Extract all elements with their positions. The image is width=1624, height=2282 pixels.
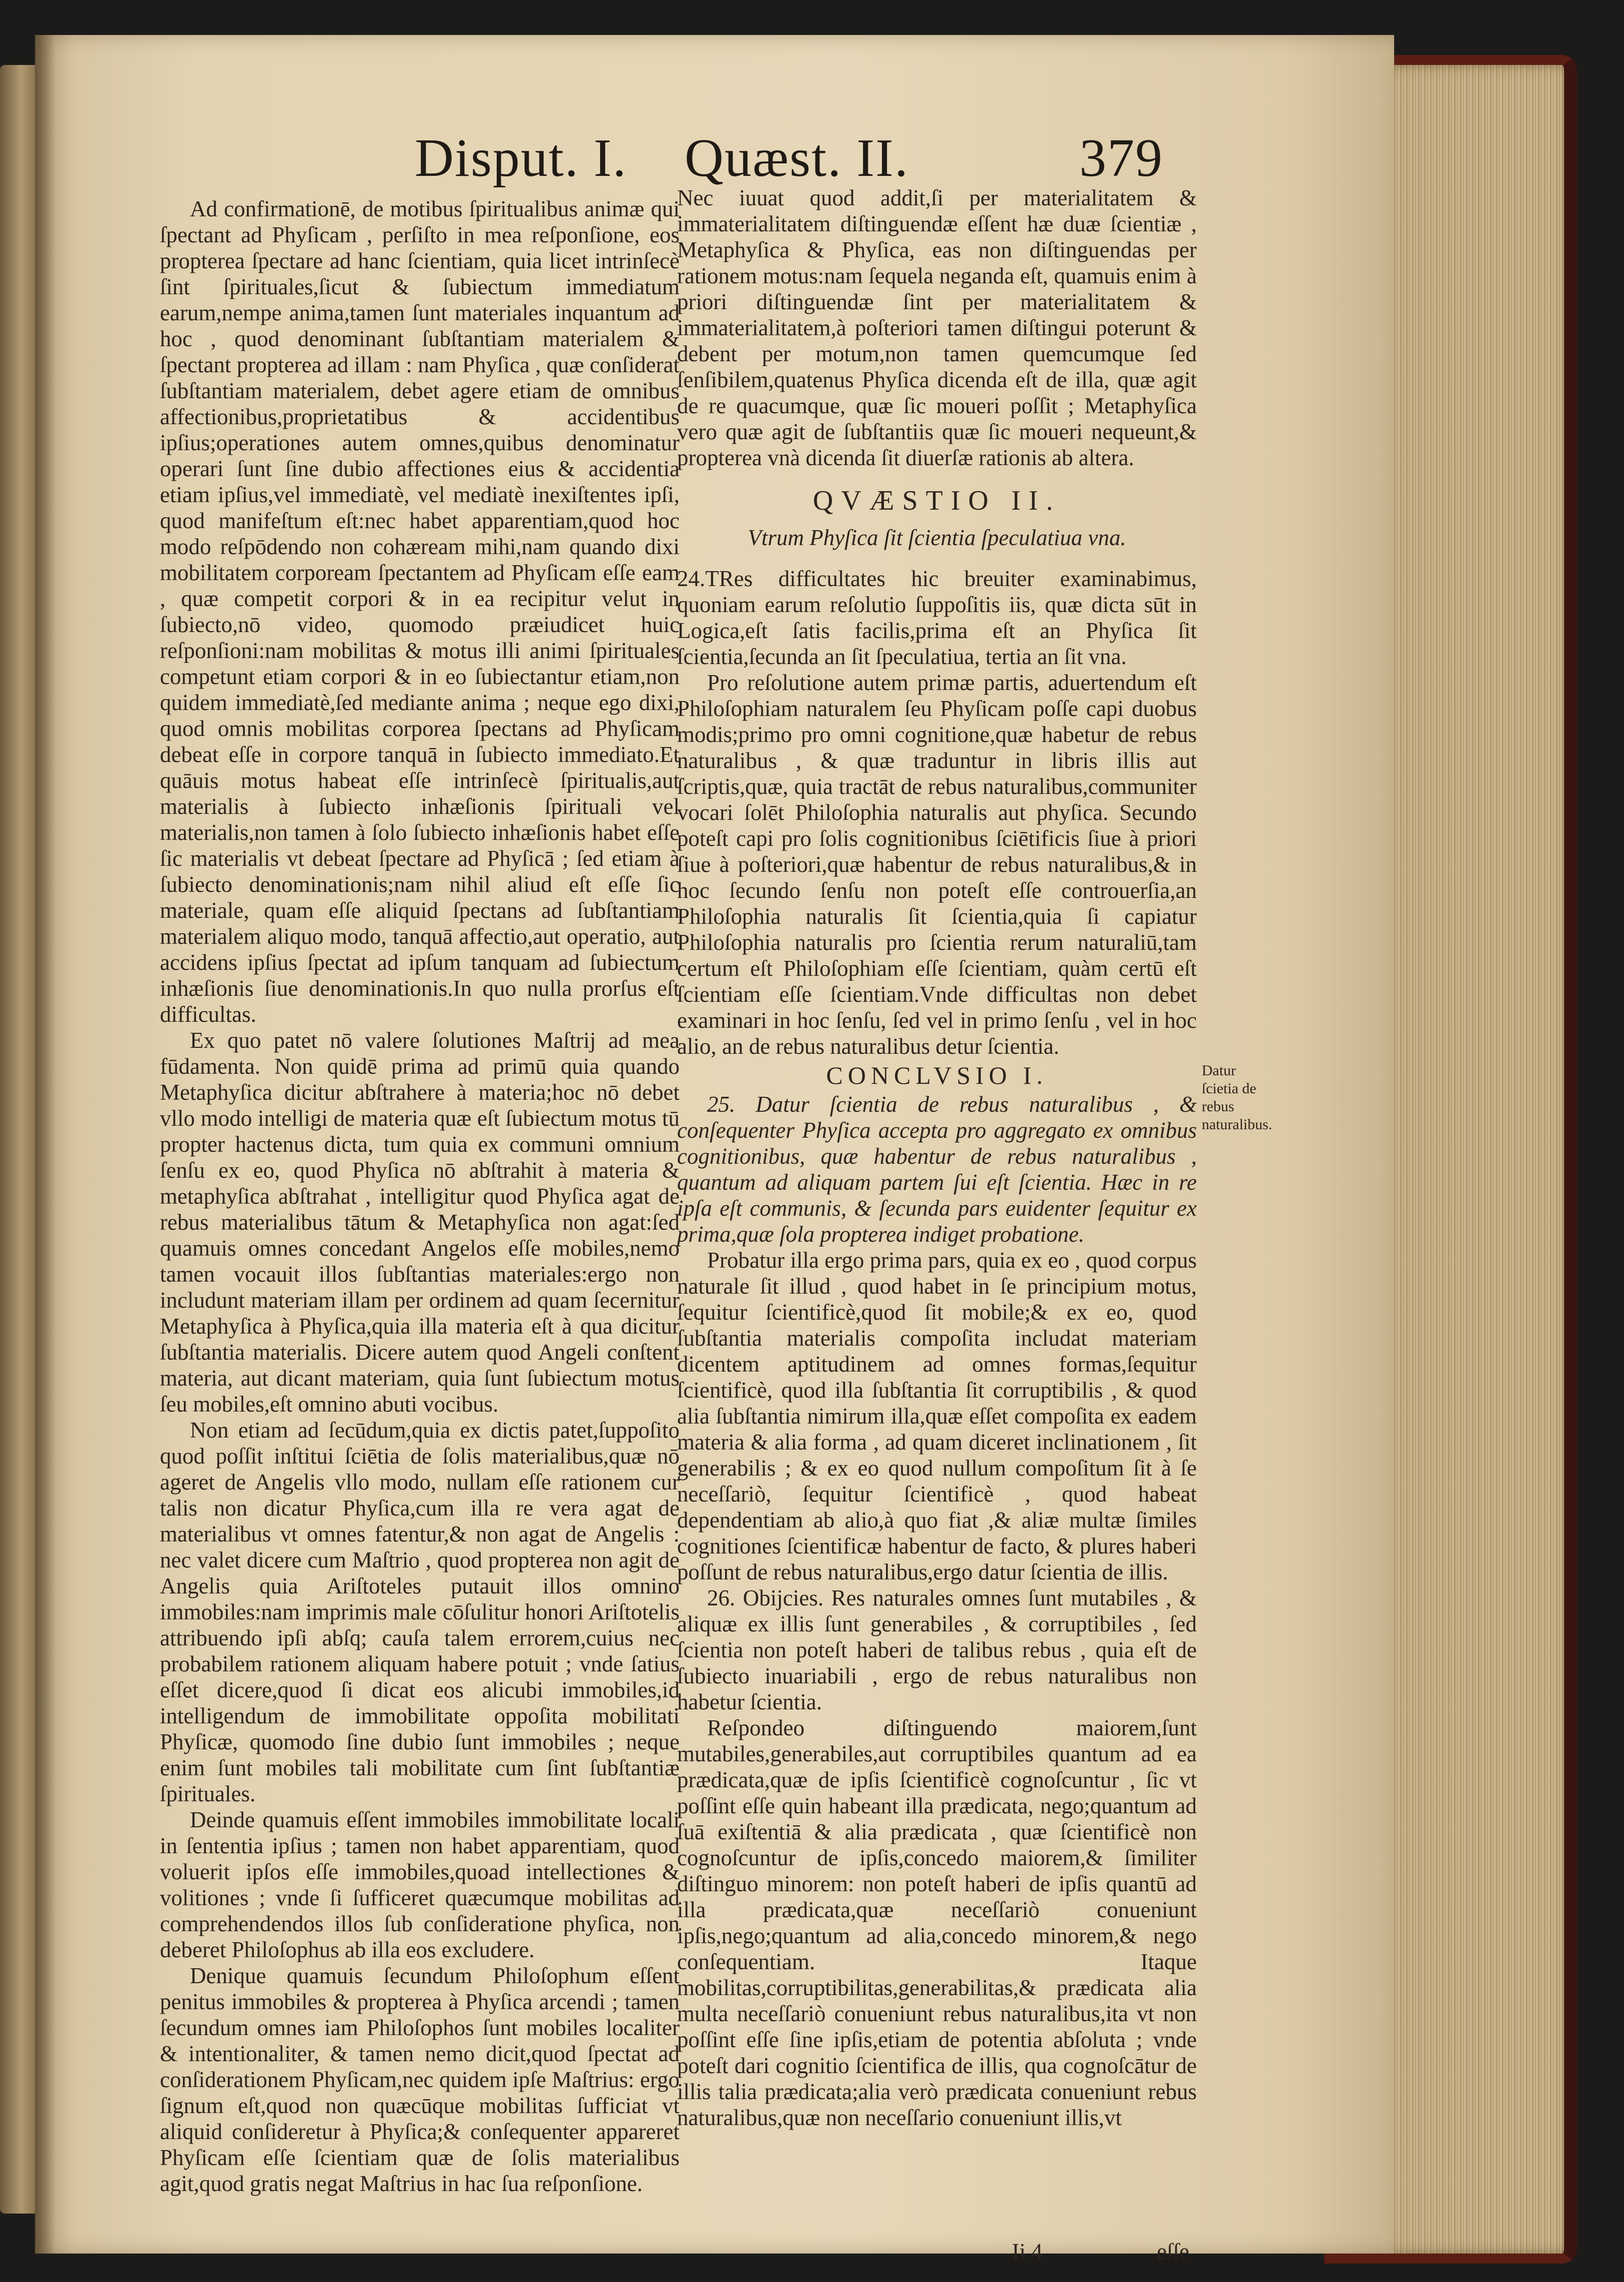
paragraph-intro: Nec iuuat quod addit,ſi per materialitatem & immaterialitatem diſtinguendæ eſſent hæ duæ ſcientiæ , Metaphyſica & Phyſica, eas non diſtinguendas per rationem motus:nam ſequela neganda eſt, quamuis enim à priori diſtinguendæ ſint per materialitatem & immaterialitatem,à poſteriori tamen diſtingui poterunt & debent per motum,non tamen quemcumque ſed ſenſibilem,quatenus Phyſica dicenda eſt de illa, quæ agit de re quacumque, quæ ſic moueri poſſit ; Metaphyſica vero quæ agit de ſubſtantiis quæ ſic moueri nequeunt,& propterea vnà dicenda ſit diuerſæ rationis ab altera. [677,185,1197,470]
paragraph-confirmation: Ad confirmationē, de motibus ſpiritualibus animæ qui ſpectant ad Phyſicam , perſiſto in mea reſponſione, eos propterea ſpectare ad hanc ſcientiam, quia licet intrinſecè ſint ſpirituales,ſicut & ſubiectum immediatum earum,nempe anima,tamen ſunt materiales inquantum ad hoc , quod denominant ſubſtantiam materialem & ſpectant propterea ad illam : nam Phyſica , quæ conſiderat ſubſtantiam materialem, debet agere etiam de omnibus affectionibus,proprietatibus & accidentibus ipſius;operationes autem omnes,quibus denominatur operari ſunt ſine dubio affectiones eius & accidentia etiam ipſius,vel immediatè, vel mediatè inexiſtentes ipſi, quod manifeſtum eſt:nec habet apparentiam,quod hoc modo reſpōdendo non cohæream mihi,nam quando dixi mobilitatem corpoream ſpectantem ad Phyſicam eſſe eam , quæ competit corpori & in ea recipitur velut in ſubiecto,nō video, quomodo præiudicet huic reſponſioni:nam mobilitas & motus illi animi ſpirituales competunt etiam corpori & in eo ſubiectantur etiam,non quidem immediatè,ſed mediante anima ; neque ego dixi, quod omnis mobilitas corporea ſpectans ad Phyſicam debeat eſſe in corpore tanquā in ſubiecto immediato.Et quāuis motus habeat eſſe intrinſecè ſpiritualis,aut materialis à ſubiecto inhæſionis ſpirituali vel materialis,non tamen à ſolo ſubiecto inhæſionis habet eſſe ſic materialis vt debeat ſpectare ad Phyſicā ; ſed etiam à ſubiecto denominationis;nam nihil aliud eſt eſſe ſic materiale, quam eſſe aliquid ſpectans ad ſubſtantiam materialem aliquo modo, tanquā affectio,aut operatio, aut accidens ipſius ſpectat ad ipſum tanquam ad ſubiectum inhæſionis ſiue denominationis.In quo nulla prorſus eſt difficultas. [160,196,680,1027]
paragraph-25-proof: Probatur illa ergo prima pars, quia ex eo , quod corpus naturale ſit illud , quod habet in ſe principium motus, ſequitur ſcientificè,quod ſit mobile;& ex eo, quod ſubſtantia materialis compoſita includat materiam dicentem aptitudinem ad omnes formas,ſequitur ſcientificè, quod illa ſubſtantia ſit corruptibilis , & quod alia ſubſtantia nimirum illa,quæ eſſet compoſita ex eadem materia & alia forma , ad quam diceret inclinationem , ſit generabilis ; & ex eo quod nullum compoſitum ſit à ſe neceſſariò, ſequitur ſcientificè , quod habeat dependentiam ab alio,à quo fiat ,& aliæ multæ ſimiles cognitiones ſcientificæ habentur de facto, & plures haberi poſſunt de rebus naturalibus,ergo datur ſcientia de illis. [677,1248,1197,1584]
gutter-shadow [35,35,55,2254]
paragraph-26-response: Reſpondeo diſtinguendo maiorem,ſunt mutabiles,generabiles,aut corruptibiles quantum ad ea prædicata,quæ de ipſis ſcientificè cognoſcuntur , ſic vt poſſint eſſe quin habeant illa prædicata, nego;quantum ad ſuā exiſtentiā & alia prædicata , quæ ſcientificè non cognoſcuntur de ipſis,concedo maiorem,& ſimiliter diſtinguo minorem: non poteſt haberi de ipſis quantū ad illa prædicata,quæ neceſſariò conueniunt ipſis,nego;quantum ad alia,concedo minorem,& nego conſequentiam. Itaque mobilitas,corruptibilitas,generabilitas,& prædicata alia multa neceſſariò conueniunt rebus naturalibus,ita vt non poſſint eſſe ſine ipſis,etiam de potentia abſoluta ; vnde poteſt dari cognitio ſcientifica de illis, qua cognoſcātur de illis talia prædicata;alia verò prædicata conueniunt rebus naturalibus,quæ non neceſſario conueniunt illis,vt [677,1715,1197,2130]
signature-mark: Ii 4 [1012,2239,1043,2264]
page-number: 379 [1079,128,1163,188]
conclusion-heading: CONCLVSIO I. [826,1061,1048,1089]
catchword: eſſe [1157,2239,1189,2264]
running-head-disputation: Disput. I. [415,128,627,188]
paragraph-denique: Denique quamuis ſecundum Philoſophum eſſent penitus immobiles & propterea à Phyſica arcendi ; tamen ſecundum omnes iam Philoſophos ſunt mobiles localiter & intentionaliter, & tamen nemo dicit,quod ſpectat ad conſiderationem Phyſicam,nec quidem ipſe Maſtrius: ergo ſignum eſt,quod non quæcūque mobilitas ſufficiat vt aliquid conſideretur à Phyſica;& conſequenter appareret Phyſicam eſſe ſcientiam quæ de ſolis materialibus agit,quod gratis negat Maſtrius in hac ſua reſponſione. [160,1963,680,2196]
question-subheading: Vtrum Phyſica ſit ſcientia ſpeculatiua vna. [748,525,1126,550]
margin-note: Datur ſcietia de rebus naturalibus. [1202,1062,1272,1133]
question-heading: QVÆSTIO II. [812,485,1061,516]
paragraph-24-resolution: Pro reſolutione autem primæ partis, aduertendum eſt Philoſophiam naturalem ſeu Phyſicam poſſe capi duobus modis;primo pro omni cognitione,quæ habetur de rebus naturalibus , & quæ traduntur in libris illis aut ſcriptis,quæ, quia tractāt de rebus naturalibus,communiter vocari ſolēt Philoſophia naturalis aut phyſica. Secundo poteſt capi pro ſolis cognitionibus ſciētificis ſiue à priori ſiue à poſteriori,quæ habentur de rebus naturalibus,& in hoc ſecundo ſenſu non poteſt eſſe controuerſia,an Philoſophia naturalis ſit ſcientia,quia ſi capiatur Philoſophia naturalis pro ſcientia rerum naturaliū,tam certum eſt Philoſophiam eſſe ſcientiam, quàm certū eſt ſcientiam eſſe ſcientiam.Vnde difficultas non debet examinari in hoc ſenſu, ſed vel in primo ſenſu , vel in hoc alio, an de rebus naturalibus detur ſcientia. [677,670,1197,1059]
paragraph-second: Non etiam ad ſecūdum,quia ex dictis patet,ſuppoſito quod poſſit inſtitui ſciētia de ſolis materialibus,quæ nō ageret de Angelis vllo modo, nullam eſſe rationem cur talis non dicatur Phyſica,cum illa re vera agat de materialibus vt omnes fatentur,& non agat de Angelis : nec valet dicere cum Maſtrio , quod propterea non agit de Angelis quia Ariſtoteles putauit illos omnino immobiles:nam imprimis male cōſulitur honori Ariſtotelis attribuendo ipſi abſq; cauſa talem errorem,cuius nec probabilem rationem aliquam habere potuit ; vnde ſatius eſſet dicere,quod ſi dicat eos alicubi immobiles,id intelligendum de immobilitate oppoſita mobilitati Phyſicæ, quomodo ſine dubio ſunt immobiles ; neque enim ſunt mobiles tali mobilitate cum ſint ſubſtantiæ ſpirituales. [160,1418,680,1806]
paragraph-26-objection: 26. Obijcies. Res naturales omnes ſunt mutabiles , & aliquæ ex illis ſunt generabiles , & corruptibiles , ſed ſcientia non poteſt haberi de talibus rebus , quia eſt de ſubiecto inuariabili , ergo de rebus naturalibus non habetur ſcientia. [677,1585,1197,1714]
paragraph-solutions: Ex quo patet nō valere ſolutiones Maſtrij ad mea fūdamenta. Non quidē prima ad primū quia quando Metaphyſica dicitur abſtrahere à materia;hoc nō debet vllo modo intelligi de materia quæ eſt ſubiectum motus tū propter hactenus dicta, tum quia ex communi omnium ſenſu ex eo, quod Phyſica nō abſtrahit à materia & metaphyſica abſtrahat , intelligitur quod Phyſica agat de rebus materialibus tātum & Metaphyſica non agat:ſed quamuis omnes concedant Angelos eſſe mobiles,nemo tamen vocauit illos ſubſtantias materiales:ergo non includunt materiam illam per ordinem ad quam ſecernitur Metaphyſica à Phyſica,quia illa materia eſt à qua dicitur ſubſtantia materialis. Dicere autem quod Angeli conſtent materia, aut dicant materiam, quia ſunt ſubiectum motus ſeu mobiles,eſt omnino abuti vocibus. [160,1028,680,1417]
facing-page-edge [0,65,35,2214]
paragraph-25: 25. Datur ſcientia de rebus naturalibus , & conſequenter Phyſica accepta pro aggregato ex omnibus cognitionibus, quæ habentur de rebus naturalibus , quantum ad aliquam partem ſui eſt ſcientia. Hæc in re ipſa eſt communis, & ſecunda pars euidenter ſequitur ex prima,quæ ſola propterea indiget probatione. [677,1092,1197,1247]
paragraph-deinde: Deinde quamuis eſſent immobiles immobilitate locali in ſententia ipſius ; tamen non habet apparentiam, quod voluerit ipſos eſſe immobiles,quoad intellectiones & volitiones ; vnde ſi ſufficeret quæcumque mobilitas ad comprehendendos illos ſub conſideratione phyſica, non deberet Philoſophus ab illa eos excludere. [160,1807,680,1962]
left-text-column [160,196,680,2197]
paragraph-24: 24.TRes difficultates hic breuiter examinabimus, quoniam earum reſolutio ſuppoſitis iis, quæ dicta sūt in Logica,eſt ſatis facilis,prima eſt an Phyſica ſit ſcientia,ſecunda an ſit ſpeculatiua, tertia an ſit vna. [677,566,1197,669]
right-text-column [677,185,1197,2131]
running-head-question: Quæst. II. [685,128,909,188]
